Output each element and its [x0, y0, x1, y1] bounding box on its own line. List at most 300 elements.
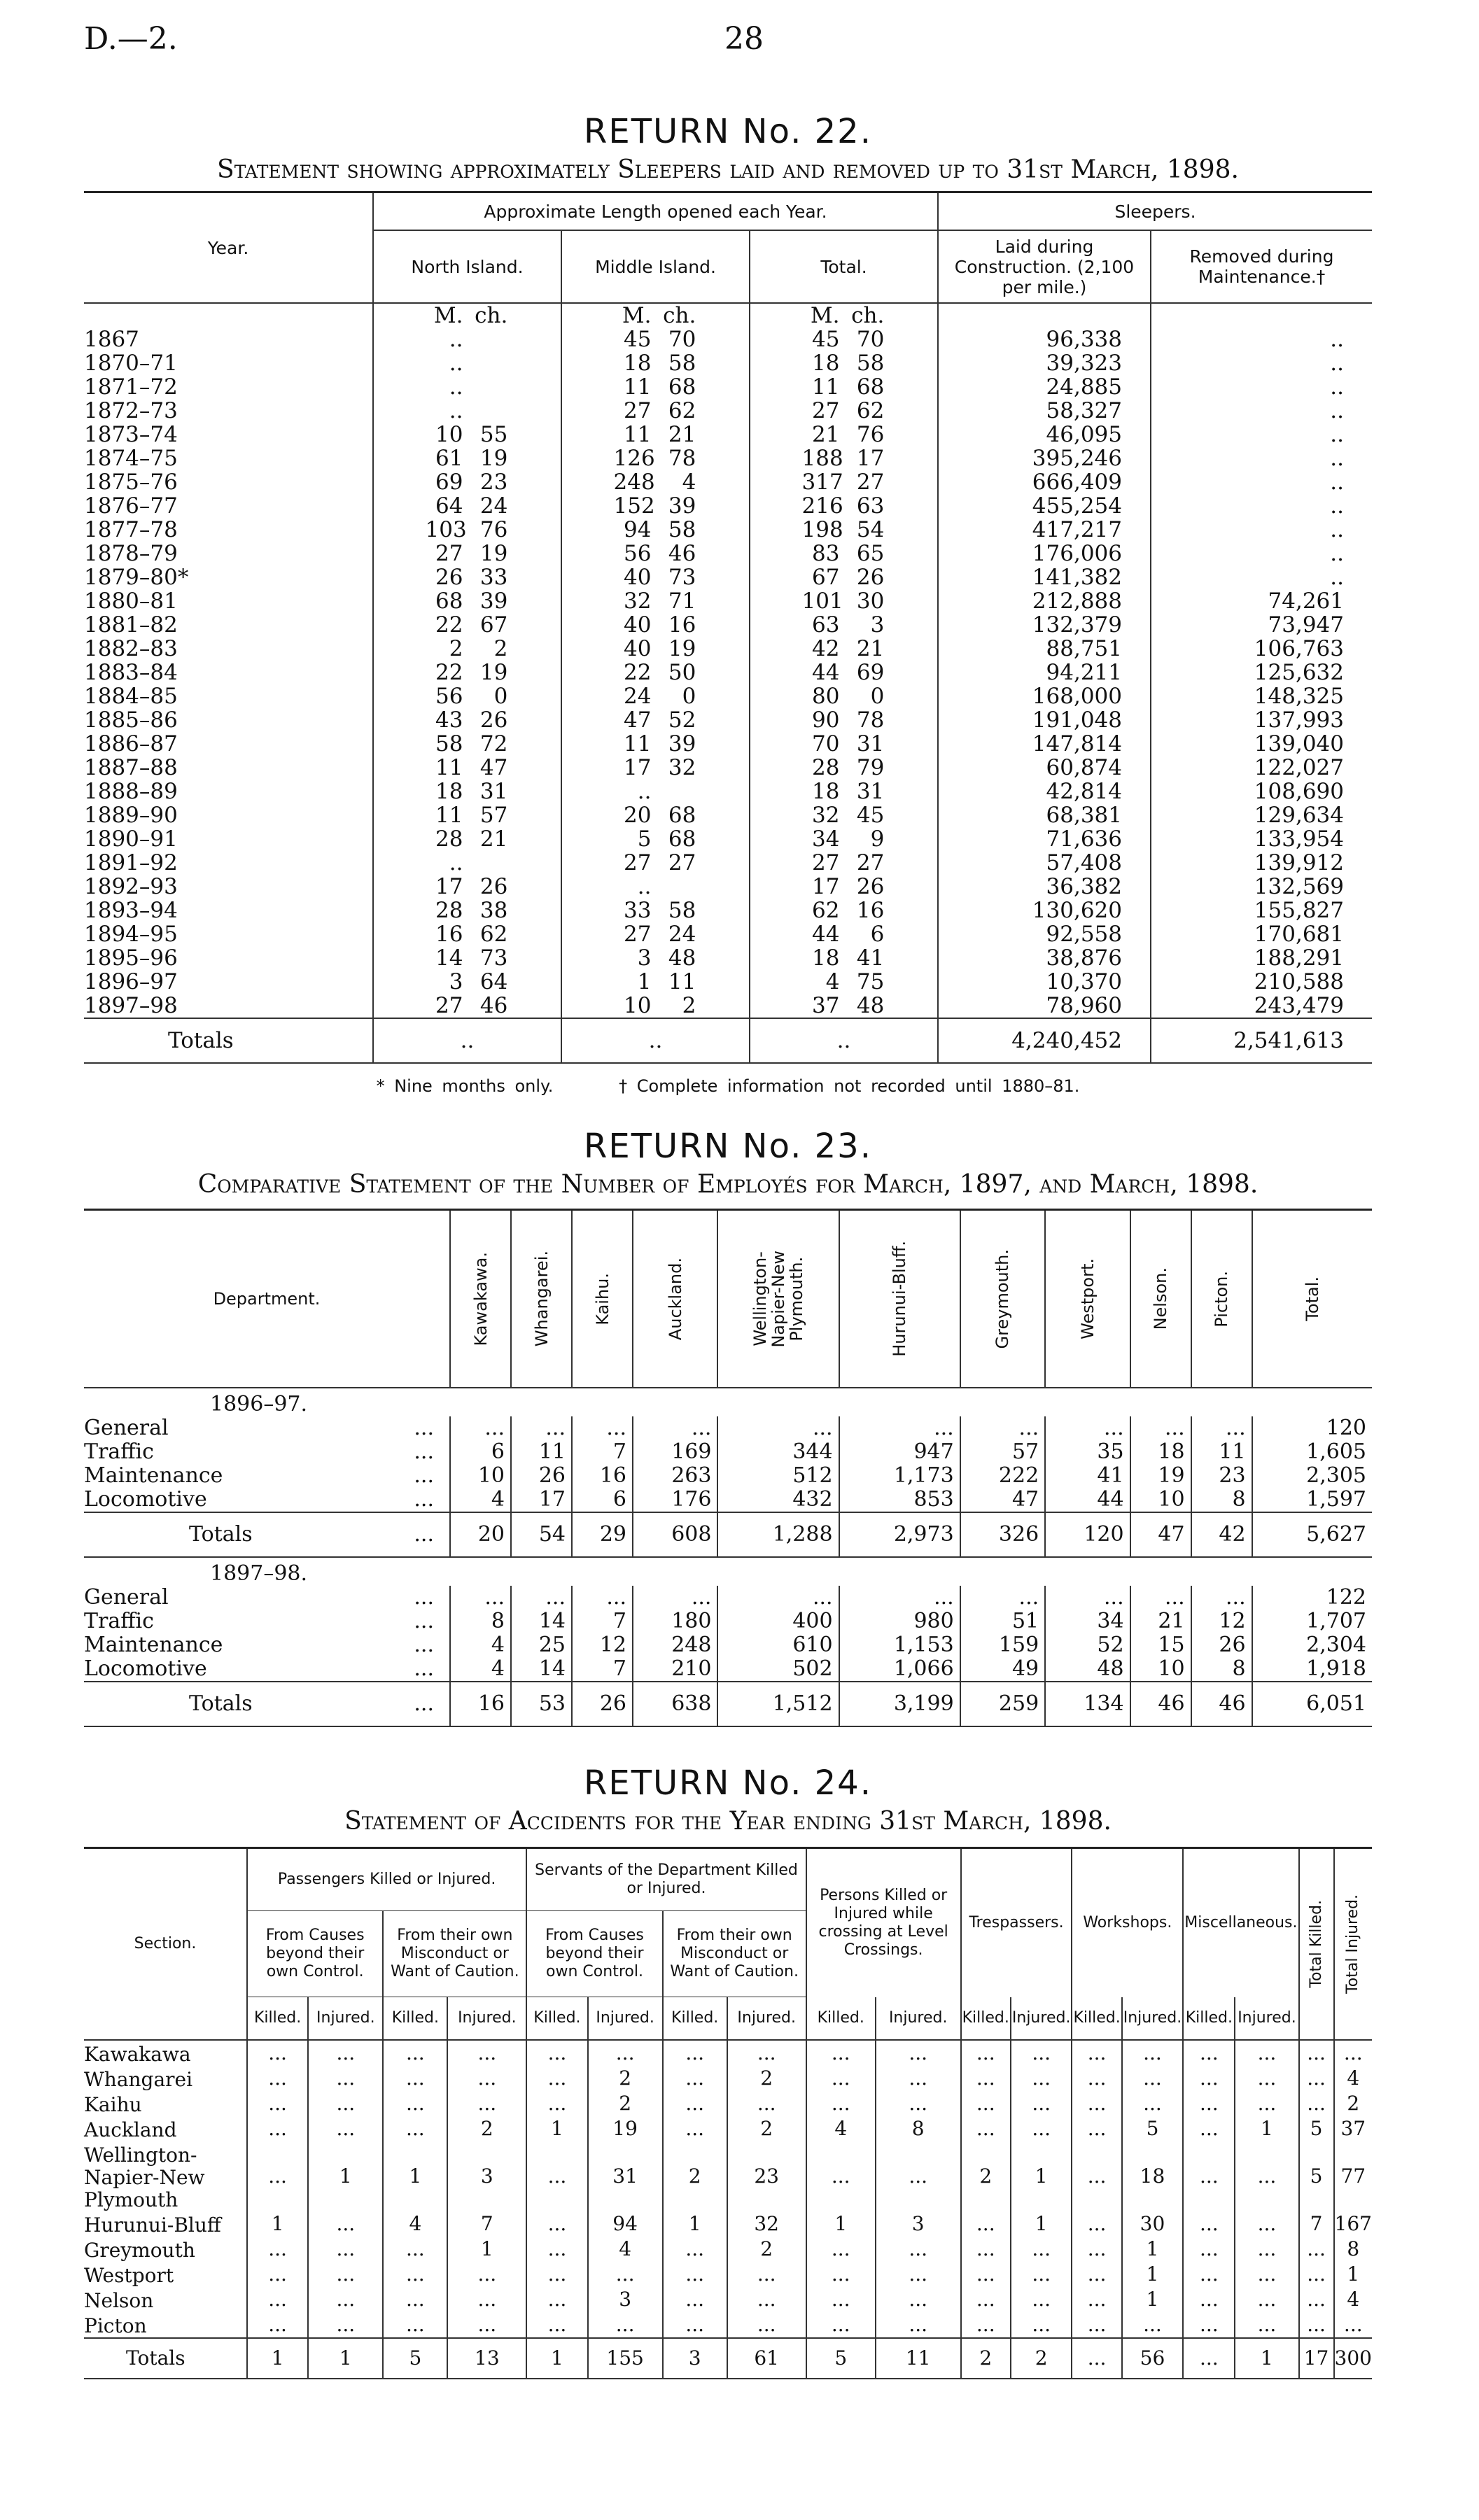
employes-count: ... [839, 1586, 960, 1610]
accident-count: 31 [588, 2141, 663, 2211]
middle-miles: 11 [624, 731, 652, 756]
middle-length-value [614, 494, 698, 518]
department-label: Maintenance [84, 1633, 223, 1657]
accident-count: ... [1183, 2091, 1235, 2116]
accident-count: 4 [383, 2211, 447, 2237]
middle-miles: 56 [624, 541, 652, 566]
accident-total: 1 [1235, 2338, 1298, 2379]
accident-count: ... [961, 2116, 1011, 2141]
north-length-value [426, 565, 510, 589]
sleepers-removed: 155,827 [1151, 899, 1372, 922]
accident-total: 2 [961, 2338, 1011, 2379]
accident-count: 2 [663, 2141, 727, 2211]
return-23-title: RETURN No. 23. [584, 1127, 872, 1166]
year-cell [84, 899, 373, 922]
sleepers-removed: 243,479 [1151, 994, 1372, 1018]
employes-count: ... [1130, 1586, 1191, 1610]
injured-subheader: Injured. [447, 1997, 526, 2041]
group-passengers: Passengers Killed or Injured. [247, 1848, 526, 1911]
middle-miles: 1 [637, 969, 652, 994]
north-chains: 19 [479, 541, 508, 566]
accident-total: 5 [806, 2338, 876, 2379]
middle-length-value [614, 827, 698, 851]
total-miles: 317 [801, 470, 843, 495]
north-chains: 19 [479, 660, 508, 685]
sleepers-laid: 46,095 [938, 423, 1151, 446]
totals-north: .. [373, 1018, 561, 1063]
accident-count: ... [1122, 2066, 1184, 2091]
year-cell [84, 518, 373, 542]
totals-cell [84, 1682, 450, 1726]
year-heading-row [84, 1557, 1372, 1586]
accident-count: ... [247, 2287, 308, 2312]
totals-label: Totals [189, 1522, 253, 1547]
accident-count: 94 [588, 2211, 663, 2237]
total-length-value [802, 780, 886, 803]
accident-count: ... [1299, 2287, 1334, 2312]
killed-subheader: Killed. [1072, 1997, 1121, 2041]
injured-subheader: Injured. [1122, 1997, 1184, 2041]
middle-miles: .. [637, 779, 652, 804]
year-cell [84, 780, 373, 803]
year-label: 1880–81 [84, 589, 178, 614]
accident-count: ... [447, 2287, 526, 2312]
return-24-subtitle: Statement of Accidents for the Year ending 31st March, 1898. [344, 1807, 1112, 1836]
accident-count: ... [806, 2262, 876, 2287]
accident-count: ... [1072, 2237, 1121, 2262]
middle-chains: 32 [668, 755, 696, 780]
accident-count: 1 [1122, 2287, 1184, 2312]
north-length-value [426, 351, 510, 375]
total-chains: 17 [856, 446, 885, 471]
employes-count: 8 [1191, 1657, 1252, 1682]
north-chains: 23 [479, 470, 508, 495]
accident-count: ... [806, 2066, 876, 2091]
section-row [84, 2116, 1372, 2141]
leader-dots: ... [414, 1522, 434, 1547]
north-miles: .. [449, 850, 463, 875]
total-miles: 44 [812, 922, 840, 947]
accident-count: ... [526, 2211, 587, 2237]
page-header [84, 21, 1372, 63]
year-label: 1885–86 [84, 708, 178, 733]
accident-count: ... [961, 2287, 1011, 2312]
accident-count: ... [1183, 2116, 1235, 2141]
passengers-misconduct: From their own Misconduct or Want of Caution. [383, 1911, 526, 1997]
accident-count: ... [447, 2040, 526, 2066]
accident-count: ... [588, 2262, 663, 2287]
year-label: 1872–73 [84, 398, 178, 423]
footnotes [84, 1076, 1372, 1096]
col-level-crossings: Persons Killed or Injured while crossing at Level Crossings. [806, 1848, 961, 1997]
middle-miles: 22 [624, 660, 652, 685]
employes-count: ... [1045, 1586, 1130, 1610]
total-chains: 70 [856, 327, 885, 352]
accident-count: 2 [588, 2066, 663, 2091]
accident-count: ... [876, 2312, 961, 2338]
north-miles: 17 [435, 874, 463, 899]
totals-label: Totals [189, 1691, 253, 1716]
accident-count: 77 [1334, 2141, 1372, 2211]
middle-miles: 11 [624, 374, 652, 400]
return-22-subtitle: Statement showing approximately Sleepers laid and removed up to 31st March, 1898. [217, 155, 1239, 184]
middle-miles: 40 [624, 612, 652, 638]
middle-miles: 94 [624, 517, 652, 542]
employes-count: ... [572, 1586, 633, 1610]
year-cell [84, 423, 373, 446]
total-miles: 28 [812, 755, 840, 780]
employes-count: ... [1191, 1586, 1252, 1610]
accident-count: 2 [588, 2091, 663, 2116]
north-miles: 58 [435, 731, 463, 756]
north-length-value [426, 684, 510, 708]
employes-count: 11 [1191, 1440, 1252, 1464]
sleepers-removed: 148,325 [1151, 684, 1372, 708]
middle-length-value [614, 565, 698, 589]
accident-count: ... [1235, 2287, 1298, 2312]
year-heading: 1896–97. [210, 1392, 308, 1416]
page-number: 28 [724, 21, 764, 57]
accident-count: ... [961, 2211, 1011, 2237]
sleepers-laid: 666,409 [938, 470, 1151, 494]
department-cell [84, 1464, 450, 1488]
employes-total: 20 [450, 1512, 511, 1557]
employes-count: 7 [572, 1610, 633, 1633]
col-section-8 [1130, 1210, 1191, 1388]
middle-miles: 40 [624, 565, 652, 590]
sleepers-laid: 417,217 [938, 518, 1151, 542]
north-length [373, 922, 561, 946]
middle-length-value [614, 423, 698, 446]
middle-length [561, 565, 750, 589]
employes-count: ... [960, 1416, 1045, 1440]
col-section-label: Nelson. [1151, 1267, 1171, 1330]
middle-chains: 24 [668, 922, 696, 947]
year-label: 1895–96 [84, 945, 178, 971]
accident-count: 32 [727, 2211, 806, 2237]
employes-count: ... [633, 1586, 717, 1610]
total-length-value [802, 732, 886, 756]
accident-count: ... [526, 2262, 587, 2287]
department-cell [84, 1586, 450, 1610]
employes-count: ... [450, 1416, 511, 1440]
employes-count: 8 [1191, 1488, 1252, 1512]
accident-count: ... [876, 2040, 961, 2066]
accident-count: ... [961, 2091, 1011, 2116]
employes-count: 4 [450, 1633, 511, 1657]
north-length-value [426, 970, 510, 994]
employes-count: 10 [450, 1464, 511, 1488]
employes-count: 176 [633, 1488, 717, 1512]
middle-length [561, 684, 750, 708]
employes-count: 6 [572, 1488, 633, 1512]
accident-count: 1 [1011, 2211, 1072, 2237]
accident-count: ... [1183, 2237, 1235, 2262]
return-22-title: RETURN No. 22. [584, 112, 872, 151]
sleepers-laid: 24,885 [938, 375, 1151, 399]
accident-count: ... [727, 2040, 806, 2066]
leader-dots: ... [414, 1609, 434, 1633]
employes-count: 169 [633, 1440, 717, 1464]
employes-total: 2,973 [839, 1512, 960, 1557]
sleepers-row [84, 827, 1372, 851]
employes-count: 10 [1130, 1657, 1191, 1682]
middle-length [561, 613, 750, 637]
employes-count: 51 [960, 1610, 1045, 1633]
year-heading-row [84, 1388, 1372, 1416]
employes-count: 44 [1045, 1488, 1130, 1512]
year-cell [84, 613, 373, 637]
middle-length [561, 732, 750, 756]
accident-count: ... [1122, 2040, 1184, 2066]
year-cell [84, 803, 373, 827]
department-totals-row [84, 1512, 1372, 1557]
unit-miles: M. [810, 303, 840, 328]
accident-count: ... [876, 2237, 961, 2262]
accident-count: 1 [447, 2237, 526, 2262]
group-sleepers: Sleepers. [938, 192, 1372, 231]
section-row [84, 2091, 1372, 2116]
accident-count: ... [876, 2262, 961, 2287]
north-chains: 46 [479, 993, 508, 1018]
employes-count: 222 [960, 1464, 1045, 1488]
middle-miles: 18 [624, 351, 652, 376]
accident-count: ... [588, 2040, 663, 2066]
north-miles: 16 [435, 922, 463, 947]
employes-count: 853 [839, 1488, 960, 1512]
employes-count: 41 [1045, 1464, 1130, 1488]
department-cell [84, 1440, 450, 1464]
north-length-value [426, 328, 510, 351]
middle-chains: 2 [682, 993, 696, 1018]
sleepers-row [84, 351, 1372, 375]
north-length [373, 351, 561, 375]
sleepers-laid: 60,874 [938, 756, 1151, 780]
accident-count: ... [961, 2237, 1011, 2262]
section-row [84, 2066, 1372, 2091]
total-chains: 27 [856, 470, 885, 495]
department-row [84, 1657, 1372, 1682]
employes-count: 1,597 [1252, 1488, 1372, 1512]
employes-total: 3,199 [839, 1682, 960, 1726]
col-miscellaneous: Miscellaneous. [1183, 1848, 1298, 1997]
accident-count: ... [1299, 2040, 1334, 2066]
total-length-value [802, 351, 886, 375]
killed-subheader: Killed. [247, 1997, 308, 2041]
accident-count: ... [308, 2237, 383, 2262]
employes-count: 47 [960, 1488, 1045, 1512]
total-miles: 63 [812, 612, 840, 638]
accident-count: ... [526, 2141, 587, 2211]
north-chains: 55 [479, 422, 508, 447]
employes-count: 6 [450, 1440, 511, 1464]
total-chains: 54 [856, 517, 885, 542]
col-section-label: Greymouth. [993, 1248, 1013, 1349]
year-label: 1883–84 [84, 660, 178, 685]
total-chains: 78 [856, 708, 885, 733]
section-row [84, 2312, 1372, 2338]
north-chains: 24 [479, 493, 508, 519]
total-length [750, 875, 938, 899]
year-cell [84, 375, 373, 399]
col-section-label: Picton. [1212, 1270, 1232, 1328]
employes-count: 8 [450, 1610, 511, 1633]
total-chains: 3 [870, 612, 885, 638]
middle-length [561, 375, 750, 399]
north-miles: 27 [435, 993, 463, 1018]
sleepers-row [84, 803, 1372, 827]
department-cell [84, 1416, 450, 1440]
employes-count: 12 [1191, 1610, 1252, 1633]
accident-count: 1 [1122, 2262, 1184, 2287]
year-label: 1881–82 [84, 612, 178, 638]
sleepers-laid: 10,370 [938, 970, 1151, 994]
middle-length [561, 708, 750, 732]
middle-length [561, 399, 750, 423]
employes-count: 57 [960, 1440, 1045, 1464]
department-row [84, 1610, 1372, 1633]
north-miles: 27 [435, 541, 463, 566]
north-length [373, 684, 561, 708]
section-label: Kawakawa [84, 2043, 191, 2066]
sleepers-laid: 88,751 [938, 637, 1151, 661]
total-length [750, 470, 938, 494]
employes-count: ... [717, 1586, 839, 1610]
totals-laid: 4,240,452 [938, 1018, 1151, 1063]
total-length-value [802, 875, 886, 899]
accident-count: 1 [383, 2141, 447, 2211]
middle-length-value [614, 803, 698, 827]
sleepers-row [84, 637, 1372, 661]
accident-count: ... [308, 2287, 383, 2312]
sleepers-row [84, 899, 1372, 922]
section-row [84, 2141, 1372, 2211]
total-chains: 76 [856, 422, 885, 447]
total-chains: 65 [856, 541, 885, 566]
employes-total: 638 [633, 1682, 717, 1726]
total-length [750, 994, 938, 1018]
middle-miles: 10 [624, 993, 652, 1018]
accident-total: ... [1183, 2338, 1235, 2379]
sleepers-row [84, 684, 1372, 708]
accident-count: ... [727, 2312, 806, 2338]
middle-chains: 58 [668, 898, 696, 923]
department-cell [84, 1610, 450, 1633]
department-label: Traffic [84, 1440, 154, 1464]
middle-chains: 48 [668, 945, 696, 971]
employes-total: 120 [1045, 1512, 1130, 1557]
accident-count: ... [247, 2141, 308, 2211]
year-label: 1867 [84, 327, 139, 352]
year-label: 1889–90 [84, 803, 178, 828]
sleepers-removed: 133,954 [1151, 827, 1372, 851]
sleepers-row [84, 446, 1372, 470]
employes-count: 19 [1130, 1464, 1191, 1488]
unit-chains: ch. [663, 303, 696, 328]
north-miles: 10 [435, 422, 463, 447]
employes-count: ... [511, 1586, 572, 1610]
employes-count: 26 [1191, 1633, 1252, 1657]
department-cell [84, 1657, 450, 1682]
accident-count: ... [247, 2116, 308, 2141]
employes-count: 34 [1045, 1610, 1130, 1633]
north-miles: 64 [435, 493, 463, 519]
employes-count: 49 [960, 1657, 1045, 1682]
middle-length [561, 851, 750, 875]
employes-total: 16 [450, 1682, 511, 1726]
employes-count: ... [1045, 1416, 1130, 1440]
col-north-island: North Island. [373, 230, 561, 303]
north-length-value [426, 446, 510, 470]
middle-chains: 39 [668, 493, 696, 519]
accident-count: ... [308, 2312, 383, 2338]
accident-count: ... [1072, 2116, 1121, 2141]
employes-count: 1,153 [839, 1633, 960, 1657]
north-miles: 18 [435, 779, 463, 804]
return-23-subtitle: Comparative Statement of the Number of Employés for March, 1897, and March, 1898. [197, 1170, 1259, 1199]
employes-count: 400 [717, 1610, 839, 1633]
accident-count: ... [1235, 2091, 1298, 2116]
north-chains: 62 [479, 922, 508, 947]
accident-count: ... [961, 2066, 1011, 2091]
year-cell [84, 446, 373, 470]
col-section-4 [717, 1210, 839, 1388]
accident-total: ... [1072, 2338, 1121, 2379]
middle-length [561, 970, 750, 994]
middle-length-value [614, 328, 698, 351]
north-miles: 2 [449, 636, 463, 661]
accident-count: ... [727, 2091, 806, 2116]
employes-count: 52 [1045, 1633, 1130, 1657]
north-length-value [426, 875, 510, 899]
sleepers-removed: 122,027 [1151, 756, 1372, 780]
middle-length-value [614, 518, 698, 542]
sleepers-removed: .. [1151, 542, 1372, 565]
accident-count: ... [727, 2287, 806, 2312]
accident-count: 18 [1122, 2141, 1184, 2211]
injured-subheader: Injured. [1011, 1997, 1072, 2041]
accident-count: ... [1072, 2287, 1121, 2312]
year-cell [84, 756, 373, 780]
sleepers-row [84, 780, 1372, 803]
north-chains: 47 [479, 755, 508, 780]
total-miles: 90 [812, 708, 840, 733]
year-label: 1875–76 [84, 470, 178, 495]
sleepers-row [84, 613, 1372, 637]
middle-length [561, 542, 750, 565]
north-length-value [426, 994, 510, 1018]
accident-count: 1 [526, 2116, 587, 2141]
total-miles: 67 [812, 565, 840, 590]
year-label: 1888–89 [84, 779, 178, 804]
sleepers-row [84, 542, 1372, 565]
middle-length [561, 946, 750, 970]
accident-count: 1 [308, 2141, 383, 2211]
accident-count: 2 [727, 2066, 806, 2091]
middle-length-value [614, 708, 698, 732]
total-chains: 9 [870, 826, 885, 852]
year-label: 1890–91 [84, 826, 178, 852]
year-label: 1876–77 [84, 493, 178, 519]
north-length [373, 970, 561, 994]
north-length [373, 637, 561, 661]
killed-subheader: Killed. [961, 1997, 1011, 2041]
sleepers-laid: 58,327 [938, 399, 1151, 423]
killed-subheader: Killed. [806, 1997, 876, 2041]
col-department: Department. [213, 1289, 321, 1309]
accident-count: ... [308, 2211, 383, 2237]
leader-dots: ... [414, 1656, 434, 1681]
